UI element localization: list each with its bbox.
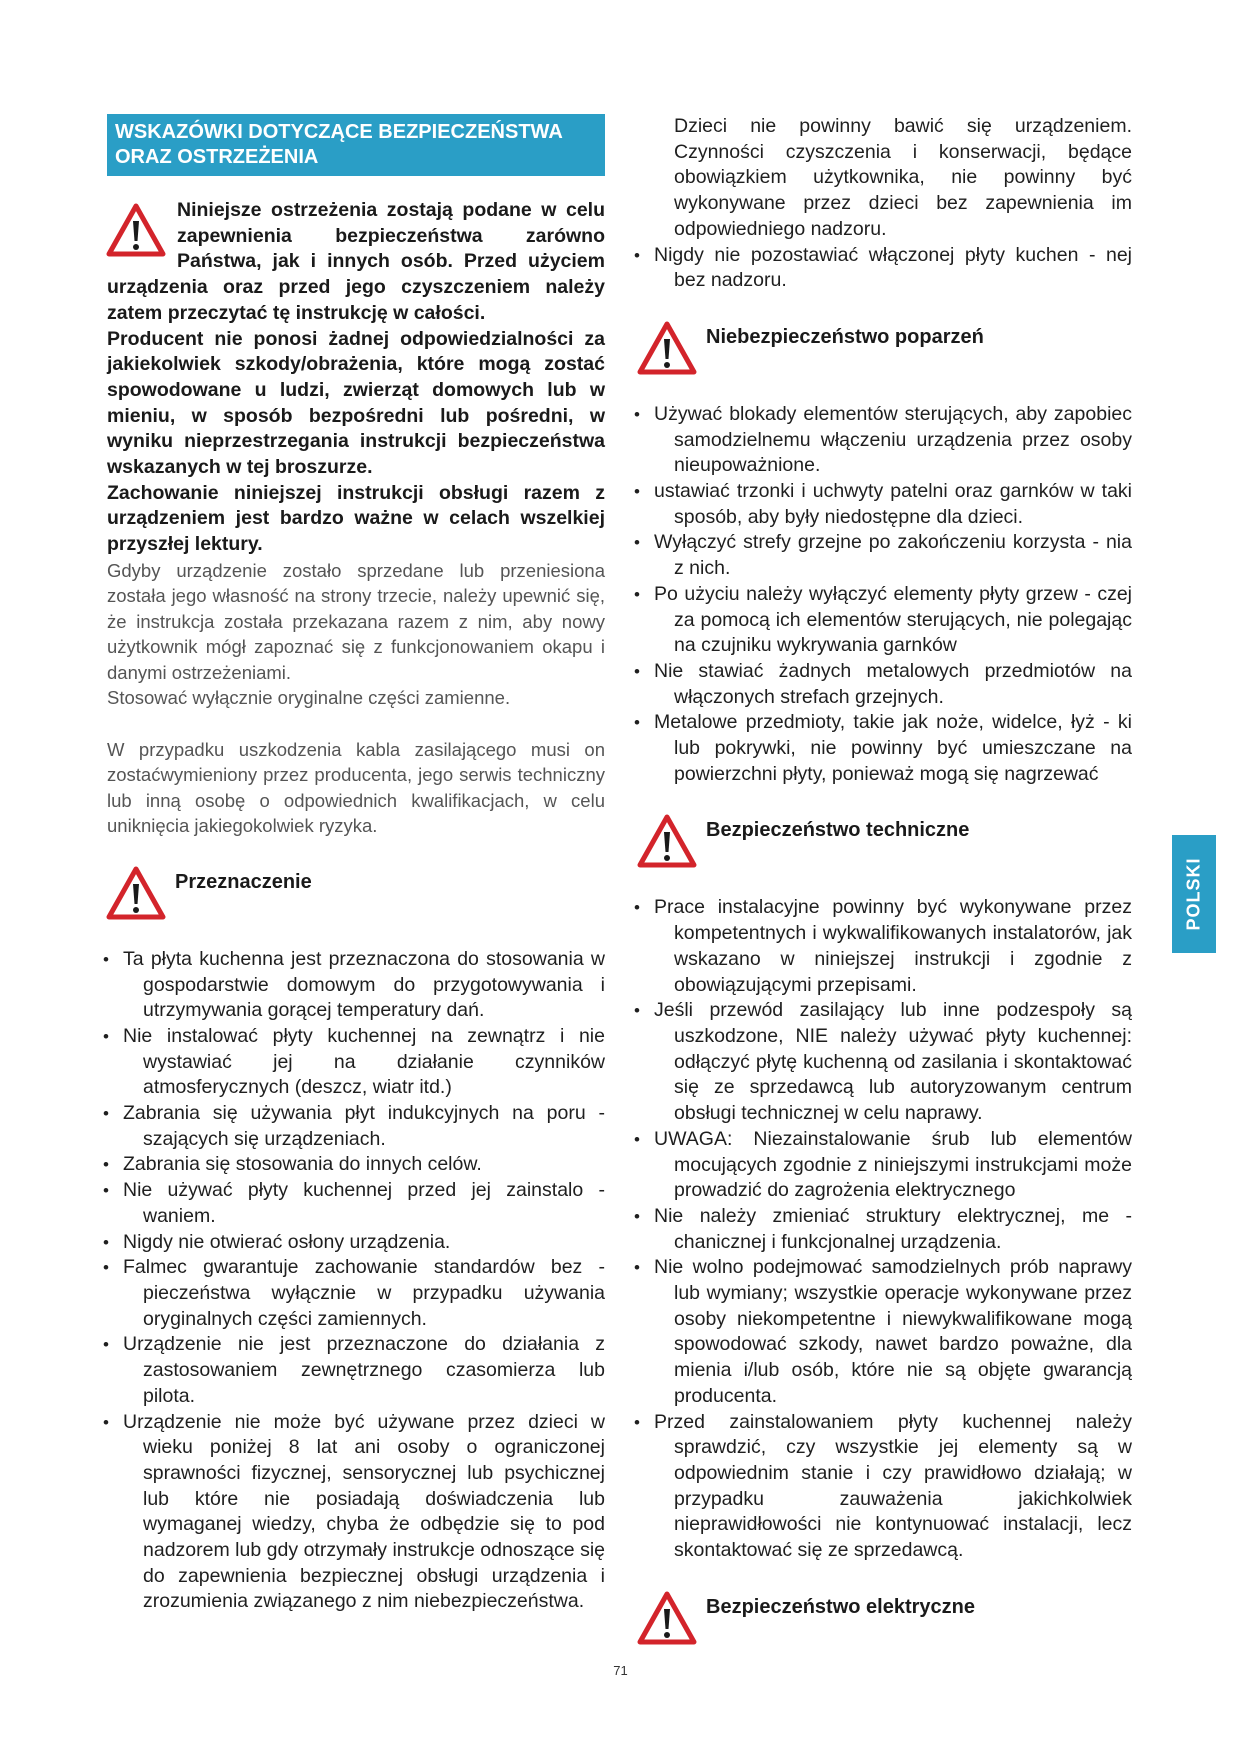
list-item: • Nigdy nie otwierać osłony urządzenia.	[107, 1230, 605, 1256]
section-title-line2: ORAZ OSTRZEŻENIA	[115, 146, 319, 168]
page-number: 71	[613, 1663, 628, 1678]
list-item: • Urządzenie nie może być używane przez dzieci w wieku poniżej 8 lat ani osoby o ograniczonej sprawności fizycznej, sensorycznej lub psychicznej lub które nie posiadają doświadczenia lub wymaganej wiedzy, chyba że odbędzie się to pod nadzorem lub gdy otrzymały instrukcje odnoszące się do zapewnienia bezpiecznej obsługi urządzenia i zrozumienia związanego z nim niebezpieczeństwa.	[107, 1410, 605, 1616]
list-item: • Jeśli przewód zasilający lub inne podzespoły są uszkodzone, NIE należy używać płyty kuchennej: odłączyć płytę kuchenną od zasilania i skontaktować się ze sprzedawcą lub autoryzowanym centrum obsługi technicznej w celu naprawy.	[638, 998, 1132, 1127]
poparzen-heading	[638, 320, 1132, 378]
list-item: • Metalowe przedmioty, takie jak noże, widelce, łyż - ki lub pokrywki, nie powinny być umieszczane na powierzchni płyty, ponieważ mogą się nagrzewać	[638, 710, 1132, 787]
przeznaczenie-title: Przeznaczenie	[175, 870, 312, 893]
warning-triangle-icon	[636, 320, 698, 378]
warning-triangle-icon	[105, 865, 167, 923]
power-cable-note: W przypadku uszkodzenia kabla zasilającego musi on zostaćwymieniony przez producenta, jego serwis techniczny lub inną osobę o odpowiednich kwalifikacjach, w celu uniknięcia jakiegokolwiek ryzyka.	[107, 738, 605, 837]
warning-triangle-icon	[636, 813, 698, 871]
section-title-line1: WSKAZÓWKI DOTYCZĄCE BEZPIECZEŃSTWA	[115, 121, 563, 143]
techniczne-list	[638, 895, 1132, 1563]
list-item: • Prace instalacyjne powinny być wykonywane przez kompetentnych i wykwalifikowanych instalatorów, jak wskazano w niniejszej instrukcji i zgodnie z obowiązującymi przepisami.	[638, 895, 1132, 998]
przeznaczenie-heading	[107, 865, 605, 923]
spare-parts-note: Stosować wyłącznie oryginalne części zamienne.	[107, 687, 511, 709]
list-item: • Zabrania się stosowania do innych celów.	[107, 1152, 605, 1178]
intro-para-3: Zachowanie niniejszej instrukcji obsługi razem z urządzeniem jest bardzo ważne w celach wszelkiej przyszłej lektury.	[107, 481, 605, 556]
list-item: • Wyłączyć strefy grzejne po zakończeniu korzysta - nia z nich.	[638, 530, 1132, 581]
list-item: • Ta płyta kuchenna jest przeznaczona do stosowania w gospodarstwie domowym do przygotowywania i utrzymywania gorącej temperatury dań.	[107, 947, 605, 1024]
intro-para-1: Niniejsze ostrzeżenia zostają podane w celu zapewnienia bezpieczeństwa zarówno Państwa, jak i innych osób. Przed użyciem urządzenia oraz przed jego czyszczeniem należy zatem przeczytać tę instrukcję w całości.	[107, 199, 605, 324]
list-item: • Zabrania się używania płyt indukcyjnych na poru - szających się urządzeniach.	[107, 1101, 605, 1152]
techniczne-heading	[638, 813, 1132, 871]
list-item: • Nie instalować płyty kuchennej na zewnątrz i nie wystawiać jej na działanie czynników atmosferycznych (deszcz, wiatr itd.)	[107, 1024, 605, 1101]
list-item: • Nie używać płyty kuchennej przed jej zainstalo - waniem.	[107, 1178, 605, 1229]
language-tab-label: POLSKI	[1183, 857, 1204, 931]
techniczne-title: Bezpieczeństwo techniczne	[706, 819, 970, 842]
list-item: • Przed zainstalowaniem płyty kuchennej należy sprawdzić, czy wszystkie jej elementy są w odpowiednim stanie i czy prawidłowo działają; w przypadku zauważenia jakichkolwiek nieprawidłowości nie kontynuować instalacji, lecz skontaktować się ze sprzedawcą.	[638, 1410, 1132, 1564]
list-item: • Nie wolno podejmować samodzielnych prób naprawy lub wymiany; wszystkie operacje wykonywane przez osoby niekompetentne i niewykwalifikowane mogą spowodować szkody, nawet bardzo poważne, dla mienia i/lub osób, które nie są objęte gwarancją producenta.	[638, 1255, 1132, 1409]
list-item: • Falmec gwarantuje zachowanie standardów bez - pieczeństwa wyłącznie w przypadku używania oryginalnych części zamiennych.	[107, 1255, 605, 1332]
resale-note: Gdyby urządzenie zostało sprzedane lub przeniesiona została jego własność na strony trzecie, należy upewnić się, że instrukcja została przekazana razem z nim, aby nowy użytkownik mógł zapoznać się z funkcjonowaniem okapu i danymi ostrzeżeniami.	[107, 559, 605, 683]
poparzen-list	[638, 402, 1132, 788]
list-item: • UWAGA: Niezainstalowanie śrub lub elementów mocujących zgodnie z niniejszymi instrukcjami może prowadzić do zagrożenia elektrycznego	[638, 1127, 1132, 1204]
children-note: Dzieci nie powinny bawić się urządzeniem. Czynności czyszczenia i konserwacji, będące obowiązkiem użytkownika, nie powinny być wykonywane przez dzieci bez zapewnienia im odpowiedniego nadzoru.	[674, 115, 1132, 240]
poparzen-title: Niebezpieczeństwo poparzeń	[706, 325, 984, 348]
list-item: • Urządzenie nie jest przeznaczone do działania z zastosowaniem zewnętrznego czasomierza lub pilota.	[107, 1332, 605, 1409]
intro-block	[107, 198, 605, 839]
supervision-list	[638, 243, 1132, 294]
intro-para-2: Producent nie ponosi żadnej odpowiedzialności za jakiekolwiek szkody/obrażenia, które mogą zostać spowodowane u ludzi, zwierząt domowych lub w mieniu, w sposób bezpośredni lub pośredni, w wyniku nieprzestrzegania instrukcji bezpieczeństwa wskazanych w tej broszurze.	[107, 327, 605, 479]
list-item: • ustawiać trzonki i uchwyty patelni oraz garnków w taki sposób, aby były niedostępne dla dzieci.	[638, 479, 1132, 530]
left-column	[107, 114, 605, 1615]
language-tab	[1172, 835, 1216, 953]
list-item: • Używać blokady elementów sterujących, aby zapobiec samodzielnemu włączeniu urządzenia przez osoby nieupoważnione.	[638, 402, 1132, 479]
elektryczne-heading	[638, 1590, 1132, 1648]
list-item: • Nie stawiać żadnych metalowych przedmiotów na włączonych strefach grzejnych.	[638, 659, 1132, 710]
right-column	[638, 114, 1132, 1672]
intro-bold-text	[107, 198, 605, 558]
warning-triangle-icon	[636, 1590, 698, 1648]
warning-triangle-icon	[105, 202, 167, 260]
elektryczne-title: Bezpieczeństwo elektryczne	[706, 1595, 975, 1618]
list-item: • Nie należy zmieniać struktury elektrycznej, me - chanicznej i funkcjonalnej urządzenia.	[638, 1204, 1132, 1255]
przeznaczenie-list	[107, 947, 605, 1615]
section-title	[107, 114, 605, 176]
list-item: • Po użyciu należy wyłączyć elementy płyty grzew - czej za pomocą ich elementów sterujących, nie polegając na czujniku wykrywania garnków	[638, 582, 1132, 659]
list-item: • Nigdy nie pozostawiać włączonej płyty kuchen - nej bez nadzoru.	[638, 243, 1132, 294]
